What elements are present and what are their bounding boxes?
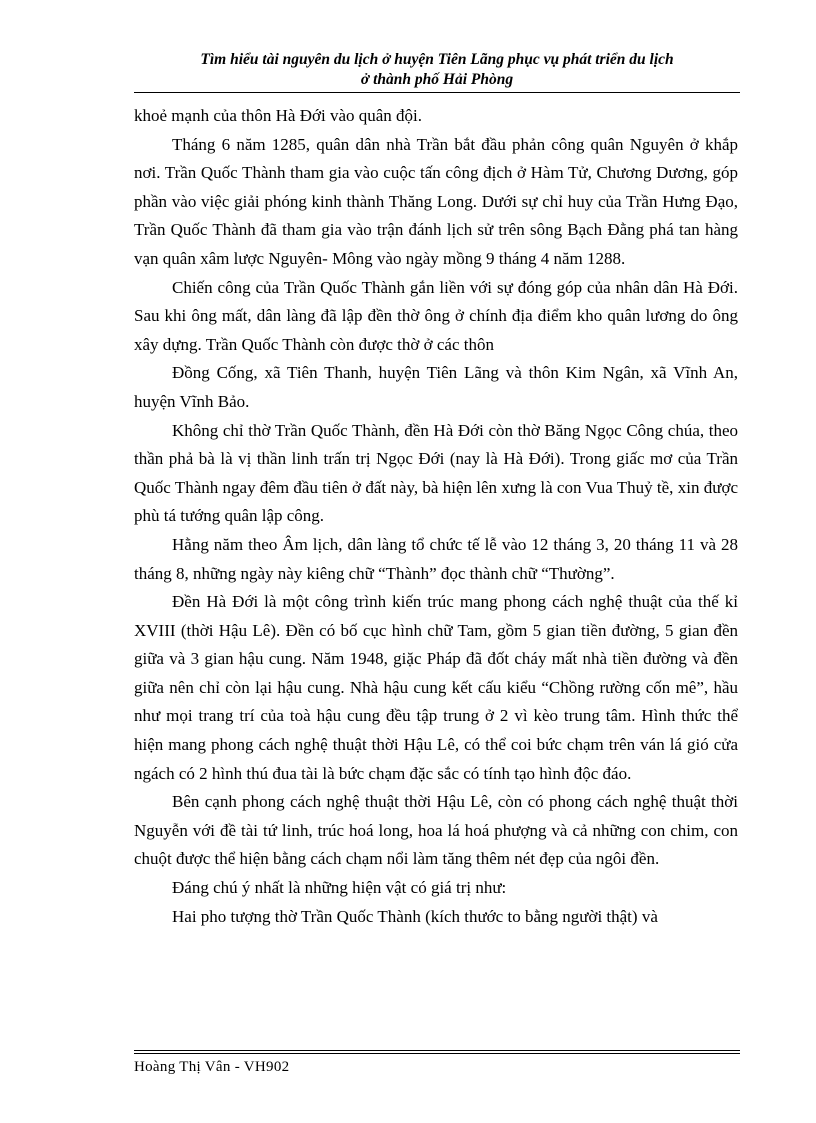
- paragraph-continuation: khoẻ mạnh của thôn Hà Đới vào quân đội.: [134, 106, 423, 125]
- paragraph: Chiến công của Trần Quốc Thành gắn liền với sự đóng góp của nhân dân Hà Đới. Sau khi ông mất, dân làng đã lập đền thờ ông ở chính địa điểm kho quân lương do ông xây dựng. Trần Quốc Thành còn được thờ ở các thôn: [134, 277, 738, 354]
- footer-divider-top: [134, 1050, 740, 1051]
- header-title-line-1: Tìm hiểu tài nguyên du lịch ở huyện Tiên Lãng phục vụ phát triển du lịch: [200, 51, 674, 68]
- document-body: [134, 102, 738, 931]
- header-divider: [134, 92, 740, 93]
- paragraph: Hằng năm theo Âm lịch, dân làng tổ chức tế lễ vào 12 tháng 3, 20 tháng 11 và 28 tháng 8, những ngày này kiêng chữ “Thành” đọc thành chữ “Thường”.: [134, 534, 738, 583]
- paragraph: Hai pho tượng thờ Trần Quốc Thành (kích thước to bằng người thật) và: [172, 906, 658, 926]
- footer-divider-bottom: [134, 1053, 740, 1054]
- paragraph: Đồng Cống, xã Tiên Thanh, huyện Tiên Lãng và thôn Kim Ngân, xã Vĩnh An, huyện Vĩnh Bảo.: [134, 363, 738, 411]
- paragraph: Không chỉ thờ Trần Quốc Thành, đền Hà Đới còn thờ Băng Ngọc Công chúa, theo thần phả bà là vị thần linh trấn trị Ngọc Đới (nay là Hà Đới). Trong giấc mơ của Trần Quốc Thành ngay đêm đầu tiên ở đất này, bà hiện lên xưng là con Vua Thuỷ tề, xin được phù tá tướng quân lập công.: [134, 420, 738, 526]
- paragraph: Bên cạnh phong cách nghệ thuật thời Hậu Lê, còn có phong cách nghệ thuật thời Nguyễn với đề tài tứ linh, trúc hoá long, hoa lá hoá phượng và cả những con chim, con chuột được thể hiện bằng cách chạm nổi làm tăng thêm nét đẹp của ngôi đền.: [134, 792, 738, 869]
- footer-author: Hoàng Thị Vân - VH902: [134, 1059, 290, 1075]
- paragraph: Đáng chú ý nhất là những hiện vật có giá trị như:: [172, 878, 507, 898]
- header-title-line-2: ở thành phố Hải Phòng: [360, 71, 514, 88]
- paragraph: Đền Hà Đới là một công trình kiến trúc mang phong cách nghệ thuật của thế kỉ XVIII (thời Hậu Lê). Đền có bố cục hình chữ Tam, gồm 5 gian tiền đường, 5 gian đền giữa và 3 gian hậu cung. Năm 1948, giặc Pháp đã đốt cháy mất nhà tiền đường và đền giữa nên chỉ còn lại hậu cung. Nhà hậu cung kết cấu kiểu “Chồng rường cốn mê”, hầu như mọi trang trí của toà hậu cung đều tập trung ở 2 vì kèo trung tâm. Hình thức thể hiện mang phong cách nghệ thuật thời Hậu Lê, có thể coi bức chạm trên ván lá gió cửa ngách có 2 hình thú đua tài là bức chạm đặc sắc có tính tạo hình độc đáo.: [134, 592, 738, 783]
- paragraph: Tháng 6 năm 1285, quân dân nhà Trần bắt đầu phản công quân Nguyên ở khắp nơi. Trần Quốc Thành tham gia vào cuộc tấn công địch ở Hàm Tử, Chương Dương, góp phần vào việc giải phóng kinh thành Thăng Long. Dưới sự chỉ huy của Trần Hưng Đạo, Trần Quốc Thành đã tham gia vào trận đánh lịch sử trên sông Bạch Đằng phá tan hàng vạn quân xâm lược Nguyên- Mông vào ngày mồng 9 tháng 4 năm 1288.: [134, 134, 738, 268]
- running-header: [134, 50, 740, 90]
